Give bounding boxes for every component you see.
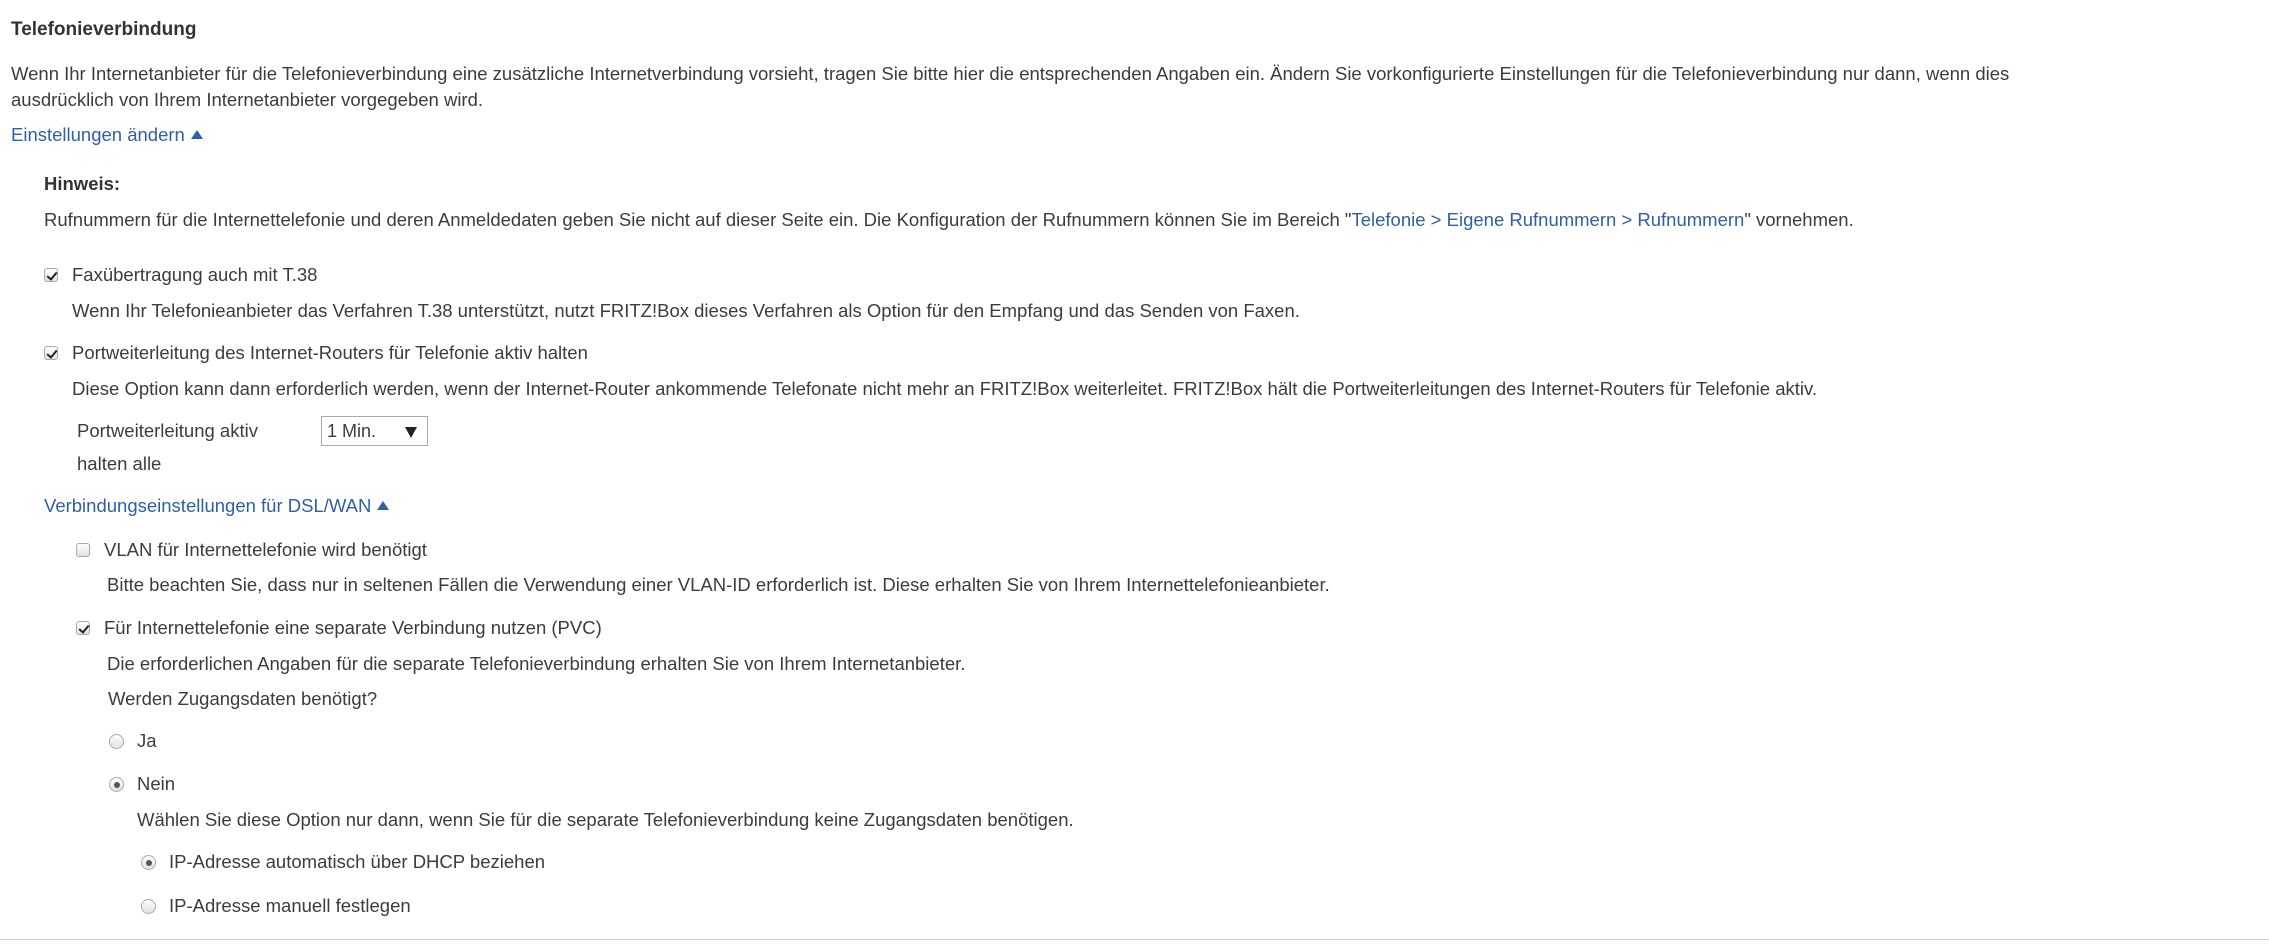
dsl-toggle-label: Verbindungseinstellungen für DSL/WAN bbox=[44, 495, 372, 516]
section-title: Telefonieverbindung bbox=[11, 19, 197, 40]
portfwd-interval-label-2: halten alle bbox=[77, 453, 162, 474]
vlan-label[interactable]: VLAN für Internettelefonie wird benötigt bbox=[104, 539, 427, 560]
credentials-no-label[interactable]: Nein bbox=[137, 773, 176, 794]
vlan-desc: Bitte beachten Sie, dass nur in seltenen Fällen die Verwendung einer VLAN-ID erforderlich ist. Diese erhalten Sie von Ihrem Internettelefonieanbieter. bbox=[107, 574, 1330, 595]
intro-text-2: ausdrücklich von Ihrem Internetanbieter vorgegeben wird. bbox=[11, 89, 484, 110]
portfwd-interval-select[interactable] bbox=[321, 416, 428, 446]
pvc-label[interactable]: Für Internettelefonie eine separate Verbindung nutzen (PVC) bbox=[104, 617, 602, 638]
intro-text: Wenn Ihr Internetanbieter für die Telefonieverbindung eine zusätzliche Internetverbindung vorsieht, tragen Sie bitte hier die entsprechenden Angaben ein. Ändern Sie vorkonfigurierte Einstellungen für die Telefonieverbindung nur dann, wenn dies bbox=[11, 63, 2010, 84]
portfwd-checkbox[interactable] bbox=[44, 346, 58, 360]
settings-toggle-label: Einstellungen ändern bbox=[11, 124, 185, 145]
hint-text-before: Rufnummern für die Internettelefonie und deren Anmeldedaten geben Sie nicht auf dieser Seite ein. Die Konfiguration der Rufnummern können Sie im Bereich " bbox=[44, 209, 1352, 230]
ip-dhcp-label[interactable]: IP-Adresse automatisch über DHCP beziehen bbox=[169, 851, 546, 872]
ip-dhcp-radio[interactable] bbox=[141, 855, 156, 870]
pvc-desc: Die erforderlichen Angaben für die separate Telefonieverbindung erhalten Sie von Ihrem Internetanbieter. bbox=[107, 653, 966, 674]
fax-t38-label[interactable]: Faxübertragung auch mit T.38 bbox=[72, 264, 318, 285]
phone-numbers-link[interactable]: Telefonie > Eigene Rufnummern > Rufnummern bbox=[1351, 209, 1745, 230]
dropdown-arrow-icon bbox=[405, 427, 417, 438]
vlan-checkbox[interactable] bbox=[76, 543, 90, 557]
credentials-no-desc: Wählen Sie diese Option nur dann, wenn Sie für die separate Telefonieverbindung keine Zugangsdaten benötigen. bbox=[137, 809, 1074, 830]
bottom-divider bbox=[0, 939, 2269, 940]
portfwd-desc: Diese Option kann dann erforderlich werden, wenn der Internet-Router ankommende Telefonate nicht mehr an FRITZ!Box weiterleitet. FRITZ!Box hält die Portweiterleitungen des Internet-Routers für Telefonie aktiv. bbox=[72, 378, 1818, 399]
fax-t38-desc: Wenn Ihr Telefonieanbieter das Verfahren T.38 unterstützt, nutzt FRITZ!Box dieses Verfahren als Option für den Empfang und das Senden von Faxen. bbox=[72, 300, 1300, 321]
portfwd-interval-label: Portweiterleitung aktiv bbox=[77, 420, 258, 441]
hint-text bbox=[44, 208, 1854, 232]
fax-t38-checkbox[interactable] bbox=[44, 268, 58, 282]
hint-heading: Hinweis: bbox=[44, 173, 121, 194]
hint-text-after: " vornehmen. bbox=[1744, 209, 1854, 230]
credentials-yes-radio[interactable] bbox=[109, 734, 124, 749]
triangle-up-icon bbox=[377, 501, 389, 510]
portfwd-interval-value: 1 Min. bbox=[327, 421, 377, 441]
credentials-question: Werden Zugangsdaten benötigt? bbox=[108, 688, 378, 709]
credentials-yes-label[interactable]: Ja bbox=[137, 730, 157, 751]
pvc-checkbox[interactable] bbox=[76, 621, 90, 635]
ip-manual-radio[interactable] bbox=[141, 899, 156, 914]
triangle-up-icon bbox=[191, 130, 203, 139]
ip-manual-label[interactable]: IP-Adresse manuell festlegen bbox=[169, 895, 411, 916]
settings-toggle-link[interactable] bbox=[11, 123, 203, 147]
credentials-no-radio[interactable] bbox=[109, 777, 124, 792]
portfwd-label[interactable]: Portweiterleitung des Internet-Routers für Telefonie aktiv halten bbox=[72, 342, 588, 363]
dsl-toggle-link[interactable] bbox=[44, 494, 389, 518]
